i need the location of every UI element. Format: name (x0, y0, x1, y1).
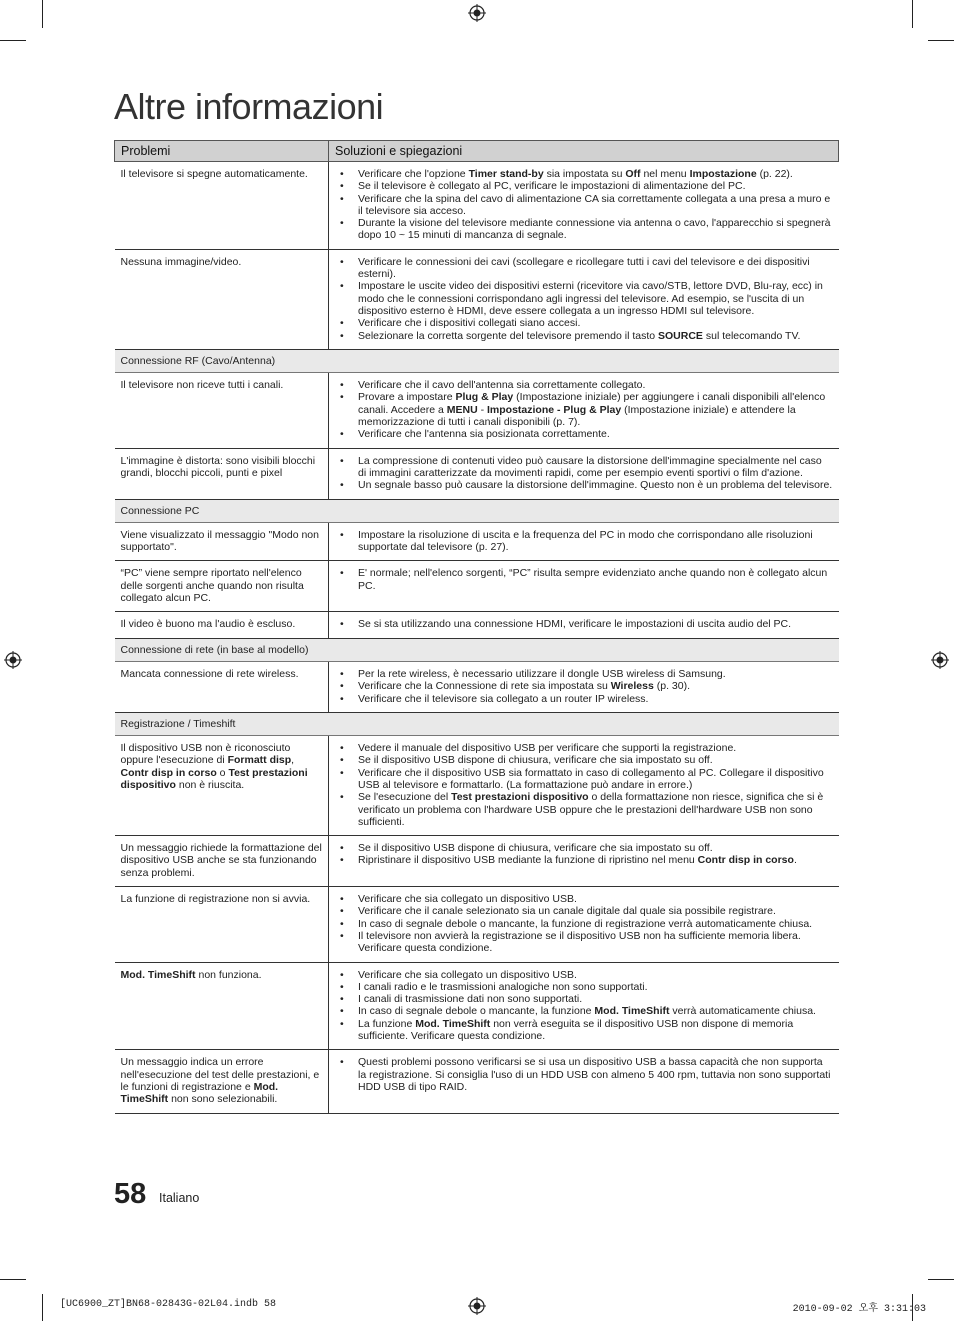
solution-item: • Se il televisore è collegato al PC, verificare le impostazioni di alimentazione del PC. (335, 180, 833, 192)
table-body (115, 162, 839, 1114)
solution-item: • Un segnale basso può causare la distorsione dell'immagine. Questo non è un problema del televisore. (335, 479, 833, 491)
solution-item: • Verificare che il televisore sia collegato a un router IP wireless. (335, 693, 833, 705)
solution-cell (329, 249, 839, 349)
solution-item: • La compressione di contenuti video può causare la distorsione dell'immagine specialmente nel caso di immagini caratterizzate da movimenti rapidi, come per esempio eventi sportivi o film d'azione. (335, 455, 833, 480)
solution-item: • Verificare che la spina del cavo di alimentazione CA sia correttamente collegata a una presa a muro e il televisore sia acceso. (335, 193, 833, 218)
solution-list (335, 168, 833, 242)
table-row (115, 661, 839, 712)
solution-cell (329, 661, 839, 712)
section-title: Connessione PC (115, 499, 839, 522)
solution-item: • Ripristinare il dispositivo USB mediante la funzione di ripristino nel menu Contr disp in corso. (335, 854, 833, 866)
page-title: Altre informazioni (114, 86, 384, 127)
table-row (115, 836, 839, 887)
problem-cell: Nessuna immagine/video. (115, 249, 329, 349)
section-row (115, 712, 839, 735)
table-row (115, 887, 839, 962)
solution-item: • Verificare che sia collegato un dispositivo USB. (335, 969, 833, 981)
page-number: 58 (114, 1178, 147, 1210)
solution-item: • Verificare che il canale selezionato sia un canale digitale dal quale sia possibile registrare. (335, 905, 833, 917)
solution-item: • La funzione Mod. TimeShift non verrà eseguita se il dispositivo USB non dispone di memoria sufficiente. Verificare questa condizione. (335, 1018, 833, 1043)
table-row (115, 962, 839, 1050)
table-row (115, 373, 839, 448)
crop-mark (928, 40, 954, 41)
problem-cell: Il dispositivo USB non è riconosciuto oppure l'esecuzione di Formatt disp, Contr disp in corso o Test prestazioni dispositivo non è riuscita. (115, 736, 329, 836)
registration-mark-icon (468, 1297, 486, 1315)
solution-item: • In caso di segnale debole o mancante, la funzione Mod. TimeShift verrà automaticamente chiusa. (335, 1005, 833, 1017)
section-title: Connessione di rete (in base al modello) (115, 638, 839, 661)
crop-mark (0, 40, 26, 41)
solution-item: • Verificare che l'opzione Timer stand-by sia impostata su Off nel menu Impostazione (p. 22). (335, 168, 833, 180)
section-row (115, 638, 839, 661)
solution-list (335, 618, 833, 630)
solution-list (335, 842, 833, 867)
solution-item: • Verificare che sia collegato un dispositivo USB. (335, 893, 833, 905)
solution-list (335, 969, 833, 1043)
solution-list (335, 893, 833, 954)
solution-item: • In caso di segnale debole o mancante, la funzione di registrazione verrà automaticamente chiusa. (335, 918, 833, 930)
solution-item: • Questi problemi possono verificarsi se si usa un dispositivo USB a bassa capacità che non supporta la registrazione. Si consiglia l'uso di un HDD USB con almeno 5 400 rpm, tuttavia non sono supportati HDD USB di tipo RAID. (335, 1056, 833, 1093)
table-row (115, 522, 839, 561)
solution-item: • Se l'esecuzione del Test prestazioni dispositivo o della formattazione non riesce, significa che si è verificato un problema con l'hardware USB oppure che le prestazioni dell'hardware USB non sono sufficienti. (335, 791, 833, 828)
solution-item: • Verificare che il dispositivo USB sia formattato in caso di collegamento al PC. Collegare il dispositivo USB al televisore e formattarlo. (La formattazione può andare in errore.) (335, 767, 833, 792)
solution-cell (329, 373, 839, 448)
solution-item: • Verificare che l'antenna sia posizionata correttamente. (335, 428, 833, 440)
table-row (115, 448, 839, 499)
solution-list (335, 455, 833, 492)
solution-list (335, 529, 833, 554)
problem-cell: L'immagine è distorta: sono visibili blocchi grandi, blocchi piccoli, punti e pixel (115, 448, 329, 499)
crop-mark (912, 0, 913, 28)
solution-item: • Verificare che i dispositivi collegati siano accesi. (335, 317, 833, 329)
solution-item: • Selezionare la corretta sorgente del televisore premendo il tasto SOURCE sul telecomando TV. (335, 330, 833, 342)
solution-item: • Verificare che la Connessione di rete sia impostata su Wireless (p. 30). (335, 680, 833, 692)
solution-cell (329, 448, 839, 499)
solution-cell (329, 836, 839, 887)
section-title: Registrazione / Timeshift (115, 712, 839, 735)
solution-item: • Vedere il manuale del dispositivo USB per verificare che supporti la registrazione. (335, 742, 833, 754)
crop-mark (42, 0, 43, 28)
solution-item: • I canali di trasmissione dati non sono supportati. (335, 993, 833, 1005)
solution-item: • Verificare che il cavo dell'antenna sia correttamente collegato. (335, 379, 833, 391)
problem-cell: Il televisore si spegne automaticamente. (115, 162, 329, 250)
solution-item: • E' normale; nell'elenco sorgenti, “PC” risulta sempre evidenziato anche quando non è collegato alcun PC. (335, 567, 833, 592)
table-row (115, 736, 839, 836)
registration-mark-icon (468, 4, 486, 22)
problem-cell: Un messaggio richiede la formattazione del dispositivo USB anche se sta funzionando senza problemi. (115, 836, 329, 887)
crop-mark (0, 1279, 26, 1280)
section-row (115, 499, 839, 522)
crop-mark (42, 1294, 43, 1321)
solution-cell (329, 887, 839, 962)
solution-item: • Durante la visione del televisore mediante connessione via antenna o cavo, l'apparecchio si spegnerà dopo 10 ~ 15 minuti di mancanza di segnale. (335, 217, 833, 242)
problem-cell: Mancata connessione di rete wireless. (115, 661, 329, 712)
problem-cell: Il televisore non riceve tutti i canali. (115, 373, 329, 448)
solution-item: • Se il dispositivo USB dispone di chiusura, verificare che sia impostato su off. (335, 842, 833, 854)
solution-item: • Se si sta utilizzando una connessione HDMI, verificare le impostazioni di uscita audio del PC. (335, 618, 833, 630)
solution-list (335, 379, 833, 440)
troubleshooting-table (114, 140, 839, 1114)
problem-cell: Il video è buono ma l'audio è escluso. (115, 612, 329, 638)
solution-cell (329, 162, 839, 250)
solution-cell (329, 1050, 839, 1113)
solution-item: • Provare a impostare Plug & Play (Impostazione iniziale) per aggiungere i canali disponibili all'elenco canali. Accedere a MENU - Impostazione - Plug & Play (Impostazione iniziale) e attendere la memorizzazione di tutti i canali disponibili (p. 7). (335, 391, 833, 428)
registration-mark-icon (931, 651, 949, 669)
problem-cell: Mod. TimeShift non funziona. (115, 962, 329, 1050)
solution-item: • Verificare le connessioni dei cavi (scollegare e ricollegare tutti i cavi del televisore e dei dispositivi esterni). (335, 256, 833, 281)
problem-cell: Viene visualizzato il messaggio "Modo non supportato". (115, 522, 329, 561)
section-row (115, 349, 839, 372)
solution-list (335, 567, 833, 592)
solution-item: • Impostare la risoluzione di uscita e la frequenza del PC in modo che corrispondano alle risoluzioni supportate dal televisore (p. 27). (335, 529, 833, 554)
table-header-row (115, 141, 839, 162)
solution-item: • Se il dispositivo USB dispone di chiusura, verificare che sia impostato su off. (335, 754, 833, 766)
solution-cell (329, 561, 839, 612)
problem-cell: Un messaggio indica un errore nell'esecuzione del test delle prestazioni, e le funzioni di registrazione e Mod. TimeShift non sono selezionabili. (115, 1050, 329, 1113)
table-row (115, 249, 839, 349)
solution-list (335, 256, 833, 342)
solution-cell (329, 522, 839, 561)
table-row (115, 1050, 839, 1113)
solution-cell (329, 612, 839, 638)
crop-mark (928, 1279, 954, 1280)
problem-cell: La funzione di registrazione non si avvia. (115, 887, 329, 962)
solution-item: • Per la rete wireless, è necessario utilizzare il dongle USB wireless di Samsung. (335, 668, 833, 680)
solution-list (335, 1056, 833, 1093)
problem-cell: “PC” viene sempre riportato nell'elenco delle sorgenti anche quando non risulta collegato alcun PC. (115, 561, 329, 612)
table-row (115, 612, 839, 638)
solution-item: • Il televisore non avvierà la registrazione se il dispositivo USB non ha sufficiente memoria libera. Verificare questa condizione. (335, 930, 833, 955)
table-row (115, 162, 839, 250)
solution-cell (329, 736, 839, 836)
solution-list (335, 742, 833, 828)
page-language: Italiano (159, 1191, 200, 1205)
solution-item: • Impostare le uscite video dei dispositivi esterni (ricevitore via cavo/STB, lettore DVD, Blu-ray, ecc) in modo che le connessioni corrispondano agli ingressi del televisore. Ad esempio, se l'uscita di un dispositivo esterno è HDMI, deve essere collegata a un ingresso HDMI sul televisore. (335, 280, 833, 317)
registration-mark-icon (4, 651, 22, 669)
print-slug-file: [UC6900_ZT]BN68-02843G-02L04.indb 58 (60, 1299, 277, 1310)
solution-item: • I canali radio e le trasmissioni analogiche non sono supportati. (335, 981, 833, 993)
table-row (115, 561, 839, 612)
column-header-problems: Problemi (115, 141, 329, 162)
print-slug-date: 2010-09-02 오후 3:31:03 (792, 1304, 926, 1315)
solution-cell (329, 962, 839, 1050)
column-header-solutions: Soluzioni e spiegazioni (329, 141, 839, 162)
section-title: Connessione RF (Cavo/Antenna) (115, 349, 839, 372)
solution-list (335, 668, 833, 705)
